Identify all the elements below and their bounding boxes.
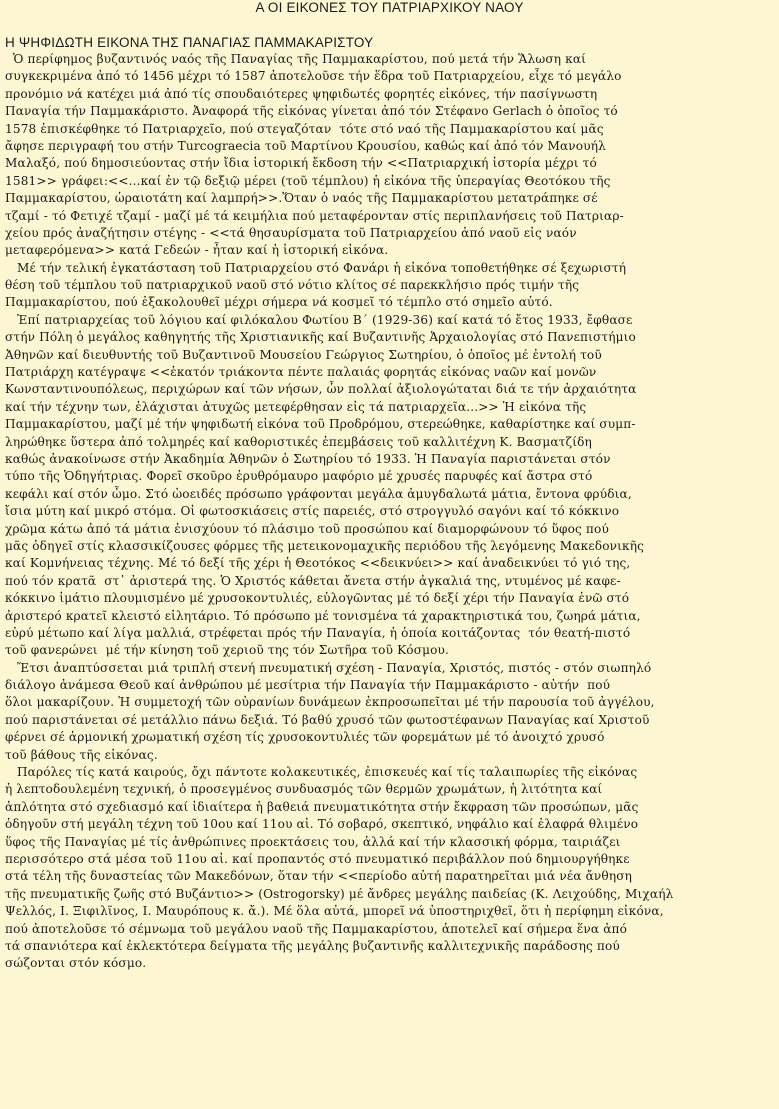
text-line: ἴσια μύτη καί μικρό στόμα. Οἱ φωτοσκιάσεις στίς παρειές, στό στρογγυλό σαγόνι καί τό κόκκινο <box>5 504 620 519</box>
text-line: πού παριστάνεται σέ μετάλλιο πάνω δεξιά. Τό βαθύ χρυσό τῶν φωτοστέφανων Παναγίας καί Χριστοῦ <box>5 712 650 727</box>
text-line: μεταφερόμενα>> κατά Γεδεών - ἦταν καί ἡ ἱστορική εἰκόνα. <box>5 243 389 258</box>
text-line: διάλογο ἀνάμεσα Θεοῦ καί ἀνθρώπου μέ μεσίτρια τήν Παναγία τήν Παμμακάριστο - αὐτήν πού <box>5 678 611 693</box>
section-heading: Η ΨΗΦΙΔΩΤΗ ΕΙΚΟΝΑ ΤΗΣ ΠΑΝΑΓΙΑΣ ΠΑΜΜΑΚΑΡΙΣΤΟΥ <box>5 35 374 50</box>
text-line: καί Κομνήνειας τέχνης. Μέ τό δεξί τῆς χέρι ἡ Θεοτόκος <<δεικνύει>> καί ἀναδεικνύει τό γιό της, <box>5 556 631 571</box>
text-line: ὅλοι μακαρίζουν. Ἡ συμμετοχή τῶν οὐρανίων δυνάμεων ἐκπροσωπεῖται μέ τήν παρουσία τοῦ ἀγγέλου, <box>5 695 655 710</box>
text-line: τζαμί - τό Φετιχέ τζαμί - μαζί μέ τά κειμήλια πού μεταφέρονταν στίς περιπλανήσεις τοῦ Πατριαρ- <box>5 208 624 223</box>
text-line: Κωνσταντινουπόλεως, περιχώρων καί τῶν νήσων, ὧν πολλαί ἀξιολογώταται διά τε τήν ἀρχαιότητα <box>5 382 637 397</box>
text-line: ἀριστερό κρατεῖ κλειστό εἰλητάριο. Τό πρόσωπο μέ τονισμένα τά χαρακτηριστικά του, ζωηρά μάτια, <box>5 608 641 623</box>
text-line: πού τόν κρατᾶ στ᾽ ἀριστερά της. Ὁ Χριστός κάθεται ἄνετα στήν ἀγκαλιά της, ντυμένος μέ καφε- <box>5 573 621 588</box>
text-line: Παμμακαρίστου, ὡραιοτάτη καί λαμπρή>>.Ὅταν ὁ ναός τῆς Παμμακαρίστου μετατράπηκε σέ <box>5 191 598 206</box>
text-line: Πατριάρχη κατέγραψε <<ἑκατόν τριάκοντα πέντε παλαιάς φορητάς εἰκόνας ναῶν καί μονῶν <box>5 365 597 380</box>
text-line: κόκκινο ἱμάτιο πλουμισμένο μέ χρυσοκοντυλιές, εὐλογῶντας μέ τό δεξί χέρι τήν Παναγία ἐνῶ στό <box>5 591 630 606</box>
text-line: σώζονται στόν κόσμο. <box>5 956 147 971</box>
text-line: πού ἀποτελοῦσε τό σέμνωμα τοῦ μεγάλου ναοῦ τῆς Παμμακαρίστου, ἀποτελεῖ καί σήμερα ἕνα ἀπό <box>5 921 628 936</box>
text-line: Παρόλες τίς κατά καιρούς, ὄχι πάντοτε κολακευτικές, ἐπισκευές καί τίς ταλαιπωρίες τῆς εἰκόνας <box>5 765 638 780</box>
text-line: 1581>> γράφει:<<...καί ἐν τῷ δεξιῷ μέρει (τοῦ τέμπλου) ἡ εἰκόνα τῆς ὑπεραγίας Θεοτόκου τῆς <box>5 173 611 188</box>
text-line: Παμμακαρίστου, πού ἐξακολουθεῖ μέχρι σήμερα νά κοσμεῖ τό τέμπλο στό σημεῖο αὐτό. <box>5 295 553 310</box>
text-line: Ἔτσι ἀναπτύσσεται μιά τριπλή στενή πνευματική σχέση - Παναγία, Χριστός, πιστός - στόν σιωπηλό <box>5 660 652 675</box>
text-line: Ἀθηνῶν καί διευθυντής τοῦ Βυζαντινοῦ Μουσείου Γεώργιος Σωτηρίου, ὁ ὁποῖος μέ ἐντολή τοῦ <box>5 347 602 362</box>
text-line: ὁδηγοῦν στή μεγάλη τέχνη τοῦ 10ου καί 11ου αἰ. Τό σοβαρό, σκεπτικό, νηφάλιο καί ἐλαφρά θλιμένο <box>5 817 639 832</box>
page-title: Α ΟΙ ΕΙΚΟΝΕΣ ΤΟΥ ΠΑΤΡΙΑΡΧΙΚΟΥ ΝΑΟΥ <box>255 0 524 15</box>
text-line: συγκεκριμένα ἀπό τό 1456 μέχρι τό 1587 ἀποτελοῦσε τήν ἕδρα τοῦ Πατριαρχείου, εἶχε τό μεγάλο <box>5 69 622 84</box>
text-line: κεφάλι καί στόν ὦμο. Στό ὠοειδές πρόσωπο γράφονται μεγάλα ἀμυγδαλωτά μάτια, ἔντονα φρύδια, <box>5 486 632 501</box>
text-line: Παναγία τήν Παμμακάριστο. Ἀναφορά τῆς εἰκόνας γίνεται ἀπό τόν Στέφανο Gerlach ὁ ὁποῖος τό <box>5 104 618 119</box>
text-line: Ψελλός, Ι. Ξιφιλῖνος, Ι. Μαυρόπους κ. ἄ.). Μέ ὅλα αὐτά, μπορεῖ νά ὑποστηριχθεῖ, ὅτι ἡ περίφημη εἰκόνα, <box>5 904 664 919</box>
text-line: χρῶμα κάτω ἀπό τά μάτια ἐνισχύουν τό πλάσιμο τοῦ προσώπου καί διαμορφώνουν τό ὕφος πού <box>5 521 609 536</box>
text-line: Παμμακαρίστου, μαζί μέ τήν ψηφιδωτή εἰκόνα τοῦ Προδρόμου, στερεώθηκε, καθαρίστηκε καί συμπ- <box>5 417 636 432</box>
text-line: τοῦ βάθους τῆς εἰκόνας. <box>5 747 158 762</box>
text-line: τῆς πνευματικῆς ζωῆς στό Βυζάντιο>> (Ostrogorsky) μέ ἄνδρες μεγάλης παιδείας (Κ. Λειχούδης, Μιχαήλ <box>5 886 674 901</box>
text-line: Ὁ περίφημος βυζαντινός ναός τῆς Παναγίας τῆς Παμμακαρίστου, πού μετά τήν Ἅλωση καί <box>5 52 587 66</box>
text-line: εὐρύ μέτωπο καί λίγα μαλλιά, στρέφεται πρός τήν Παναγία, ἡ ὁποία κοιτάζοντας τόν θεατή-πιστό <box>5 625 631 640</box>
text-line: τά σπανιότερα καί ἐκλεκτότερα δείγματα τῆς μεγάλης βυζαντινῆς καλλιτεχνικῆς παράδοσης πού <box>5 938 620 953</box>
text-line: ἡ λεπτοδουλεμένη τεχνική, ὁ προσεγμένος συνδυασμός τῶν θερμῶν χρωμάτων, ἡ λιτότητα καί <box>5 782 603 797</box>
text-line: ἁπλότητα στό σχεδιασμό καί ἰδιαίτερα ἡ βαθειά πνευματικότητα στήν ἔκφραση τῶν προσώπων, μᾶς <box>5 799 639 814</box>
text-line: θέση τοῦ τέμπλου τοῦ πατριαρχικοῦ ναοῦ στό νότιο κλίτος σέ παρεκκλήσιο πρός τιμήν τῆς <box>5 278 580 293</box>
text-line: Ἐπί πατριαρχείας τοῦ λόγιου καί φιλόκαλου Φωτίου Β΄ (1929-36) καί κατά τό ἔτος 1933, ἔφθασε <box>5 312 633 327</box>
text-line: καθώς ἀνακοίνωσε στήν Ἀκαδημία Ἀθηνῶν ὁ Σωτηρίου τό 1933. Ἡ Παναγία παριστάνεται στόν <box>5 451 611 466</box>
text-line: καί τήν τέχνην των, ἐλάχισται ἀτυχῶς μετεφέρθησαν εἰς τά πατριαρχεῖα...>> Ἡ εἰκόνα τῆς <box>5 399 587 414</box>
text-line: 1578 ἐπισκέφθηκε τό Πατριαρχεῖο, πού στεγαζόταν τότε στό ναό τῆς Παμμακαρίστου καί μᾶς <box>5 121 604 136</box>
text-line: ὕφος τῆς Παναγίας μέ τίς ἀνθρώπινες προεκτάσεις του, ἀλλά καί τήν κλασσική φόρμα, ταιριάζει <box>5 834 621 849</box>
text-line: Μαλαξό, πού δημοσιεύοντας στήν ἴδια ἱστορική ἔκδοση τήν <<Πατριαρχική ἱστορία μέχρι τό <box>5 156 597 171</box>
text-line: περισσότερο στά μέσα τοῦ 11ου αἰ. καί προπαντός στό πνευματικό περιβάλλον πού δημιουργήθηκε <box>5 851 630 866</box>
text-line: στήν Πόλη ὁ μεγάλος καθηγητής τῆς Χριστιανικῆς καί Βυζαντινῆς Ἀρχαιολογίας στό Πανεπιστήμιο <box>5 330 636 345</box>
text-line: στά τέλη τῆς δυναστείας τῶν Μακεδόνων, ὅταν τήν <<περίοδο αὐτή παρατηρεῖται μιά νέα ἄνθηση <box>5 869 633 884</box>
text-line: ληρώθηκε ὕστερα ἀπό τολμηρές καί καθοριστικές ἐπεμβάσεις τοῦ καλλιτέχνη Κ. Βασματζίδη <box>5 434 592 449</box>
text-line: χείου πρός ἀναζήτησιν στέγης - <<τά θησαυρίσματα τοῦ Πατριαρχείου ἀπό ναοῦ εἰς ναόν <box>5 225 577 240</box>
text-line: ἄφησε περιγραφή του στήν Turcograecia τοῦ Μαρτίνου Κρουσίου, καθώς καί ἀπό τόν Μανουήλ <box>5 138 606 153</box>
text-line: προνόμιο νά κατέχει μιά ἀπό τίς σπουδαιότερες ψηφιδωτές φορητές εἰκόνες, τήν πασίγνωστη <box>5 86 598 101</box>
text-line: τοῦ φανερώνει μέ τήν κίνηση τοῦ χεριοῦ της τόν Σωτῆρα τοῦ Κόσμου. <box>5 643 450 658</box>
text-line: τύπο τῆς Ὁδηγήτριας. Φορεῖ σκοῦρο ἐρυθρόμαυρο μαφόριο μέ χρυσές παρυφές καί ἄστρα στό <box>5 469 593 484</box>
text-line: φέρνει σέ ἁρμονική χρωματική σχέση τίς χρυσοκοντυλιές τῶν φορεμάτων μέ τό ἀνοιχτό χρυσό <box>5 730 605 745</box>
text-line: μᾶς ὁδηγεῖ στίς κλασσικίζουσες φόρμες τῆς μετεικονομαχικῆς περιόδου τῆς λεγόμενης Μακεδονικῆς <box>5 538 645 553</box>
text-line: Μέ τήν τελική ἐγκατάσταση τοῦ Πατριαρχείου στό Φανάρι ἡ εἰκόνα τοποθετήθηκε σέ ξεχωριστή <box>5 260 627 275</box>
body-text <box>5 51 775 973</box>
